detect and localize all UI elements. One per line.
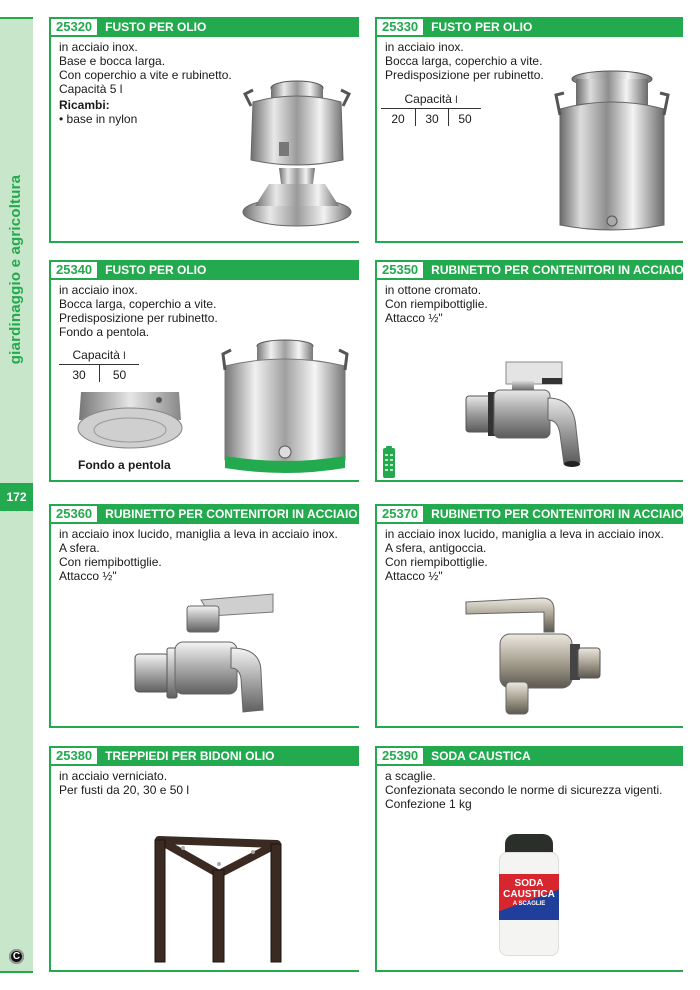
- product-header: [49, 17, 359, 37]
- product-description: in acciaio inox. Base e bocca larga. Con coperchio a vite e rubinetto. Capacità 5 l Ricambi: • base in nylon: [59, 40, 232, 126]
- product-code: 25350: [377, 262, 423, 278]
- capacity-header: Capacità l: [59, 348, 139, 365]
- section-label: giardinaggio e agricoltura: [7, 174, 25, 364]
- capacity-value: 50: [448, 109, 481, 126]
- pot-bottom-detail-image: [75, 390, 185, 452]
- product-card-25340: [49, 260, 359, 482]
- product-description: a scaglie. Confezionata secondo le norme di sicurezza vigenti. Confezione 1 kg: [385, 769, 663, 811]
- product-description: in acciaio inox lucido, maniglia a leva in acciaio inox. A sfera, antigoccia. Con riempibottiglie. Attacco ½": [385, 527, 664, 583]
- product-card-25390: [375, 746, 683, 972]
- product-code: 25320: [51, 19, 97, 35]
- product-code: 25330: [377, 19, 423, 35]
- capacity-value: 30: [72, 368, 86, 382]
- product-description: in ottone cromato. Con riempibottiglie. Attacco ½": [385, 283, 488, 325]
- product-description: in acciaio verniciato. Per fusti da 20, 30 e 50 l: [59, 769, 190, 797]
- antidrip-tap-image: [462, 592, 607, 716]
- product-header: [375, 504, 683, 524]
- spares-title: Ricambi:: [59, 98, 110, 112]
- product-card-25370: [375, 504, 683, 728]
- jar-label: SODA CAUSTICA A SCAGLIE: [499, 874, 559, 920]
- product-code: 25340: [51, 262, 97, 278]
- product-card-25360: [49, 504, 359, 728]
- capacity-value: 30: [415, 109, 448, 126]
- product-title: RUBINETTO PER CONTENITORI IN ACCIAIO: [431, 507, 684, 521]
- product-header: [375, 260, 683, 280]
- product-header: [49, 746, 359, 766]
- page-number: 172: [0, 483, 33, 511]
- product-code: 25390: [377, 748, 423, 764]
- product-card-25330: [375, 17, 683, 243]
- product-title: FUSTO PER OLIO: [105, 263, 207, 277]
- capacity-value: 20: [391, 112, 405, 126]
- product-title: FUSTO PER OLIO: [431, 20, 533, 34]
- publisher-logo-icon: C: [9, 949, 24, 964]
- product-title: TREPPIEDI PER BIDONI OLIO: [105, 749, 275, 763]
- product-card-25380: [49, 746, 359, 972]
- product-title: RUBINETTO PER CONTENITORI IN ACCIAIO: [431, 263, 684, 277]
- product-code: 25370: [377, 506, 423, 522]
- spare-item: • base in nylon: [59, 112, 138, 126]
- product-header: [49, 504, 359, 524]
- product-header: [49, 260, 359, 280]
- product-description: in acciaio inox. Bocca larga, coperchio a vite. Predisposizione per rubinetto.: [385, 40, 544, 82]
- oil-drum-on-base-image: [239, 72, 354, 232]
- capacity-value: 50: [99, 365, 139, 382]
- product-code: 25360: [51, 506, 97, 522]
- tripod-stand-image: [153, 834, 283, 964]
- product-description: in acciaio inox. Bocca larga, coperchio a vite. Predisposizione per rubinetto. Fondo a pentola.: [59, 283, 218, 339]
- capacity-header: Capacità l: [381, 92, 481, 109]
- oil-drum-image: [552, 65, 672, 235]
- blister-pack-icon: [383, 446, 395, 478]
- product-code: 25380: [51, 748, 97, 764]
- product-header: [375, 17, 683, 37]
- product-title: RUBINETTO PER CONTENITORI IN ACCIAIO: [105, 507, 358, 521]
- stainless-lever-tap-image: [131, 592, 276, 722]
- chrome-brass-tap-image: [462, 358, 602, 482]
- product-title: FUSTO PER OLIO: [105, 20, 207, 34]
- capacity-table: [381, 92, 481, 126]
- detail-caption: Fondo a pentola: [78, 458, 171, 472]
- product-description: in acciaio inox lucido, maniglia a leva in acciaio inox. A sfera. Con riempibottiglie. Attacco ½": [59, 527, 338, 583]
- product-card-25320: [49, 17, 359, 243]
- product-title: SODA CAUSTICA: [431, 749, 531, 763]
- oil-drum-green-base-image: [221, 338, 349, 478]
- product-header: [375, 746, 683, 766]
- capacity-table: [59, 348, 139, 382]
- caustic-soda-jar-image: [497, 834, 561, 958]
- product-card-25350: [375, 260, 683, 482]
